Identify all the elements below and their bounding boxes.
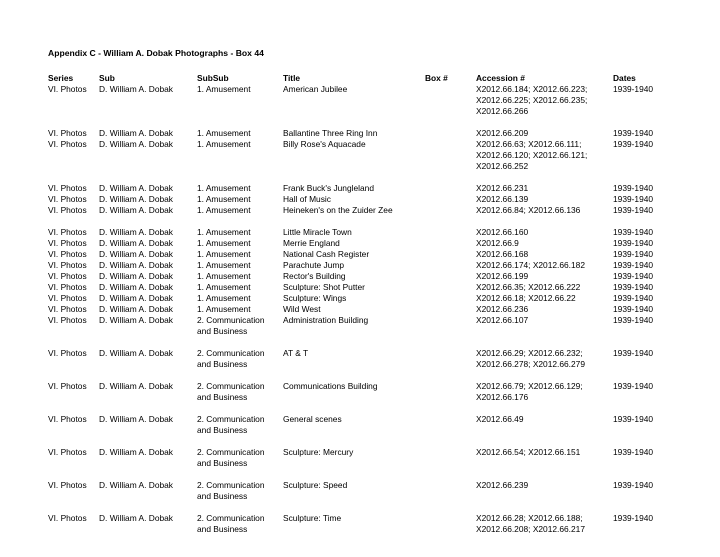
cell-series: VI. Photos — [48, 139, 87, 149]
cell-subsub — [197, 447, 265, 469]
cell-title: Ballantine Three Ring Inn — [283, 128, 378, 138]
cell-accession-line: X2012.66.199 — [476, 271, 529, 281]
cell-sub: D. William A. Dobak — [99, 238, 173, 248]
cell-dates: 1939-1940 — [613, 348, 654, 358]
cell-dates: 1939-1940 — [613, 447, 654, 457]
cell-subsub-line: 1. Amusement — [197, 293, 251, 303]
cell-title: American Jubilee — [283, 84, 348, 94]
cell-dates: 1939-1940 — [613, 315, 654, 325]
table-row — [0, 304, 720, 315]
cell-accession-line: X2012.66.231 — [476, 183, 529, 193]
table-row — [0, 139, 720, 183]
cell-accession-line: X2012.66.168 — [476, 249, 529, 259]
cell-series: VI. Photos — [48, 84, 87, 94]
cell-dates: 1939-1940 — [613, 260, 654, 270]
table-body — [0, 84, 720, 535]
cell-accession — [476, 513, 585, 535]
cell-dates: 1939-1940 — [613, 84, 654, 94]
cell-title: Administration Building — [283, 315, 369, 325]
cell-subsub-line: 2. Communication — [197, 480, 265, 490]
cell-sub: D. William A. Dobak — [99, 513, 173, 523]
cell-subsub-line: 2. Communication — [197, 414, 265, 424]
table-row — [0, 128, 720, 139]
cell-accession — [476, 414, 524, 425]
cell-series: VI. Photos — [48, 348, 87, 358]
cell-subsub-line: and Business — [197, 458, 248, 468]
header-dates: Dates — [613, 73, 636, 83]
table-row — [0, 84, 720, 128]
cell-series: VI. Photos — [48, 249, 87, 259]
cell-subsub-line: 2. Communication — [197, 447, 265, 457]
table-row — [0, 194, 720, 205]
table-row — [0, 447, 720, 480]
cell-dates: 1939-1940 — [613, 304, 654, 314]
cell-accession-line: X2012.66.174; X2012.66.182 — [476, 260, 585, 270]
cell-title: General scenes — [283, 414, 342, 424]
cell-dates: 1939-1940 — [613, 183, 654, 193]
cell-accession-line: X2012.66.9 — [476, 238, 519, 248]
cell-title: Little Miracle Town — [283, 227, 352, 237]
cell-title: Parachute Jump — [283, 260, 344, 270]
cell-accession-line: X2012.66.236 — [476, 304, 529, 314]
document-title: Appendix C - William A. Dobak Photographs - Box 44 — [48, 48, 264, 58]
cell-accession — [476, 260, 585, 271]
cell-subsub-line: and Business — [197, 425, 248, 435]
cell-title: Billy Rose's Aquacade — [283, 139, 366, 149]
cell-accession-line: X2012.66.176 — [476, 392, 529, 402]
cell-subsub — [197, 480, 265, 502]
cell-sub: D. William A. Dobak — [99, 348, 173, 358]
table-row — [0, 183, 720, 194]
cell-series: VI. Photos — [48, 315, 87, 325]
cell-subsub-line: 1. Amusement — [197, 260, 251, 270]
cell-subsub — [197, 271, 251, 282]
cell-subsub — [197, 194, 251, 205]
cell-accession-line: X2012.66.208; X2012.66.217 — [476, 524, 585, 534]
cell-accession-line: X2012.66.28; X2012.66.188; — [476, 513, 583, 523]
cell-subsub-line: and Business — [197, 326, 248, 336]
table-row — [0, 381, 720, 414]
cell-sub: D. William A. Dobak — [99, 293, 173, 303]
cell-accession-line: X2012.66.18; X2012.66.22 — [476, 293, 576, 303]
cell-series: VI. Photos — [48, 381, 87, 391]
cell-subsub-line: 1. Amusement — [197, 183, 251, 193]
cell-sub: D. William A. Dobak — [99, 282, 173, 292]
cell-dates: 1939-1940 — [613, 139, 654, 149]
table-row — [0, 480, 720, 513]
cell-accession — [476, 381, 583, 403]
cell-accession-line: X2012.66.225; X2012.66.235; — [476, 95, 588, 105]
cell-accession-line: X2012.66.239 — [476, 480, 529, 490]
cell-subsub — [197, 238, 251, 249]
cell-dates: 1939-1940 — [613, 128, 654, 138]
cell-sub: D. William A. Dobak — [99, 260, 173, 270]
cell-series: VI. Photos — [48, 238, 87, 248]
header-sub: Sub — [99, 73, 115, 83]
table-row — [0, 293, 720, 304]
cell-sub: D. William A. Dobak — [99, 227, 173, 237]
cell-subsub-line: 1. Amusement — [197, 205, 251, 215]
cell-title: Sculpture: Wings — [283, 293, 347, 303]
cell-title: Rector's Building — [283, 271, 346, 281]
cell-dates: 1939-1940 — [613, 293, 654, 303]
cell-accession-line: X2012.66.35; X2012.66.222 — [476, 282, 581, 292]
cell-dates: 1939-1940 — [613, 513, 654, 523]
header-subsub: SubSub — [197, 73, 229, 83]
table-row — [0, 513, 720, 535]
cell-accession — [476, 480, 528, 491]
cell-subsub — [197, 84, 251, 95]
cell-accession — [476, 282, 580, 293]
cell-series: VI. Photos — [48, 447, 87, 457]
cell-accession-line: X2012.66.49 — [476, 414, 524, 424]
cell-accession — [476, 271, 528, 282]
table-row — [0, 414, 720, 447]
cell-series: VI. Photos — [48, 304, 87, 314]
cell-title: Merrie England — [283, 238, 340, 248]
cell-accession-line: X2012.66.184; X2012.66.223; — [476, 84, 588, 94]
cell-title: Sculpture: Shot Putter — [283, 282, 365, 292]
cell-accession-line: X2012.66.63; X2012.66.111; — [476, 139, 582, 149]
cell-sub: D. William A. Dobak — [99, 271, 173, 281]
cell-accession — [476, 84, 587, 117]
cell-title: Heineken's on the Zuider Zee — [283, 205, 393, 215]
cell-subsub-line: 2. Communication — [197, 315, 265, 325]
cell-subsub-line: 1. Amusement — [197, 139, 251, 149]
cell-sub: D. William A. Dobak — [99, 414, 173, 424]
cell-series: VI. Photos — [48, 513, 87, 523]
cell-series: VI. Photos — [48, 227, 87, 237]
cell-subsub-line: 1. Amusement — [197, 238, 251, 248]
cell-accession — [476, 447, 580, 458]
cell-series: VI. Photos — [48, 293, 87, 303]
cell-subsub-line: 1. Amusement — [197, 194, 251, 204]
cell-subsub-line: 1. Amusement — [197, 227, 251, 237]
cell-subsub-line: 1. Amusement — [197, 271, 251, 281]
cell-subsub — [197, 139, 251, 150]
cell-sub: D. William A. Dobak — [99, 480, 173, 490]
cell-subsub-line: and Business — [197, 359, 248, 369]
table-row — [0, 238, 720, 249]
cell-title: Sculpture: Time — [283, 513, 342, 523]
cell-subsub — [197, 183, 251, 194]
cell-dates: 1939-1940 — [613, 205, 654, 215]
cell-accession — [476, 315, 528, 326]
cell-accession — [476, 205, 580, 216]
cell-dates: 1939-1940 — [613, 194, 654, 204]
cell-title: National Cash Register — [283, 249, 370, 259]
cell-dates: 1939-1940 — [613, 271, 654, 281]
cell-accession-line: X2012.66.84; X2012.66.136 — [476, 205, 581, 215]
table-row — [0, 205, 720, 227]
cell-accession — [476, 183, 528, 194]
cell-accession-line: X2012.66.278; X2012.66.279 — [476, 359, 585, 369]
cell-subsub-line: and Business — [197, 491, 248, 501]
cell-sub: D. William A. Dobak — [99, 447, 173, 457]
cell-subsub — [197, 293, 251, 304]
cell-sub: D. William A. Dobak — [99, 205, 173, 215]
cell-accession-line: X2012.66.209 — [476, 128, 529, 138]
cell-subsub-line: 1. Amusement — [197, 304, 251, 314]
cell-series: VI. Photos — [48, 128, 87, 138]
cell-sub: D. William A. Dobak — [99, 84, 173, 94]
cell-accession-line: X2012.66.54; X2012.66.151 — [476, 447, 581, 457]
table-header — [0, 73, 720, 84]
cell-accession — [476, 194, 528, 205]
cell-subsub-line: and Business — [197, 392, 248, 402]
cell-dates: 1939-1940 — [613, 282, 654, 292]
cell-subsub — [197, 227, 251, 238]
cell-subsub — [197, 304, 251, 315]
table-row — [0, 348, 720, 381]
cell-subsub — [197, 260, 251, 271]
cell-accession — [476, 238, 519, 249]
cell-accession — [476, 249, 528, 260]
cell-title: Sculpture: Speed — [283, 480, 348, 490]
header-box: Box # — [425, 73, 448, 83]
cell-subsub-line: 1. Amusement — [197, 282, 251, 292]
cell-series: VI. Photos — [48, 183, 87, 193]
table-row — [0, 260, 720, 271]
cell-subsub — [197, 414, 265, 436]
cell-accession — [476, 293, 576, 304]
cell-accession-line: X2012.66.252 — [476, 161, 529, 171]
cell-subsub — [197, 205, 251, 216]
cell-subsub — [197, 348, 265, 370]
table-row — [0, 227, 720, 238]
cell-subsub-line: and Business — [197, 524, 248, 534]
cell-accession-line: X2012.66.139 — [476, 194, 529, 204]
cell-dates: 1939-1940 — [613, 249, 654, 259]
cell-sub: D. William A. Dobak — [99, 249, 173, 259]
cell-accession — [476, 304, 528, 315]
cell-subsub — [197, 381, 265, 403]
table-row — [0, 282, 720, 293]
cell-subsub-line: 1. Amusement — [197, 128, 251, 138]
cell-sub: D. William A. Dobak — [99, 315, 173, 325]
cell-accession-line: X2012.66.266 — [476, 106, 529, 116]
cell-accession-line: X2012.66.29; X2012.66.232; — [476, 348, 583, 358]
cell-series: VI. Photos — [48, 205, 87, 215]
cell-subsub-line: 1. Amusement — [197, 249, 251, 259]
cell-title: Frank Buck's Jungleland — [283, 183, 374, 193]
cell-accession — [476, 227, 528, 238]
cell-accession-line: X2012.66.107 — [476, 315, 529, 325]
cell-series: VI. Photos — [48, 271, 87, 281]
cell-series: VI. Photos — [48, 194, 87, 204]
header-series: Series — [48, 73, 74, 83]
cell-sub: D. William A. Dobak — [99, 381, 173, 391]
header-accession: Accession # — [476, 73, 525, 83]
cell-subsub-line: 1. Amusement — [197, 84, 251, 94]
cell-subsub — [197, 282, 251, 293]
cell-accession — [476, 348, 585, 370]
cell-title: Hall of Music — [283, 194, 331, 204]
cell-subsub — [197, 513, 265, 535]
cell-sub: D. William A. Dobak — [99, 128, 173, 138]
cell-subsub — [197, 315, 265, 337]
cell-dates: 1939-1940 — [613, 414, 654, 424]
cell-series: VI. Photos — [48, 414, 87, 424]
cell-title: AT & T — [283, 348, 309, 358]
table-row — [0, 315, 720, 348]
cell-subsub — [197, 249, 251, 260]
cell-dates: 1939-1940 — [613, 381, 654, 391]
cell-series: VI. Photos — [48, 282, 87, 292]
table-row — [0, 271, 720, 282]
cell-sub: D. William A. Dobak — [99, 194, 173, 204]
cell-accession-line: X2012.66.79; X2012.66.129; — [476, 381, 583, 391]
table-row — [0, 249, 720, 260]
cell-subsub-line: 2. Communication — [197, 513, 265, 523]
cell-dates: 1939-1940 — [613, 480, 654, 490]
cell-sub: D. William A. Dobak — [99, 304, 173, 314]
cell-series: VI. Photos — [48, 480, 87, 490]
cell-dates: 1939-1940 — [613, 227, 654, 237]
cell-title: Sculpture: Mercury — [283, 447, 354, 457]
cell-sub: D. William A. Dobak — [99, 139, 173, 149]
cell-dates: 1939-1940 — [613, 238, 654, 248]
cell-accession-line: X2012.66.120; X2012.66.121; — [476, 150, 588, 160]
cell-subsub — [197, 128, 251, 139]
cell-title: Communications Building — [283, 381, 378, 391]
cell-series: VI. Photos — [48, 260, 87, 270]
cell-accession — [476, 128, 528, 139]
cell-title: Wild West — [283, 304, 321, 314]
cell-subsub-line: 2. Communication — [197, 381, 265, 391]
header-title: Title — [283, 73, 301, 83]
cell-subsub-line: 2. Communication — [197, 348, 265, 358]
cell-accession-line: X2012.66.160 — [476, 227, 529, 237]
cell-sub: D. William A. Dobak — [99, 183, 173, 193]
cell-accession — [476, 139, 587, 172]
